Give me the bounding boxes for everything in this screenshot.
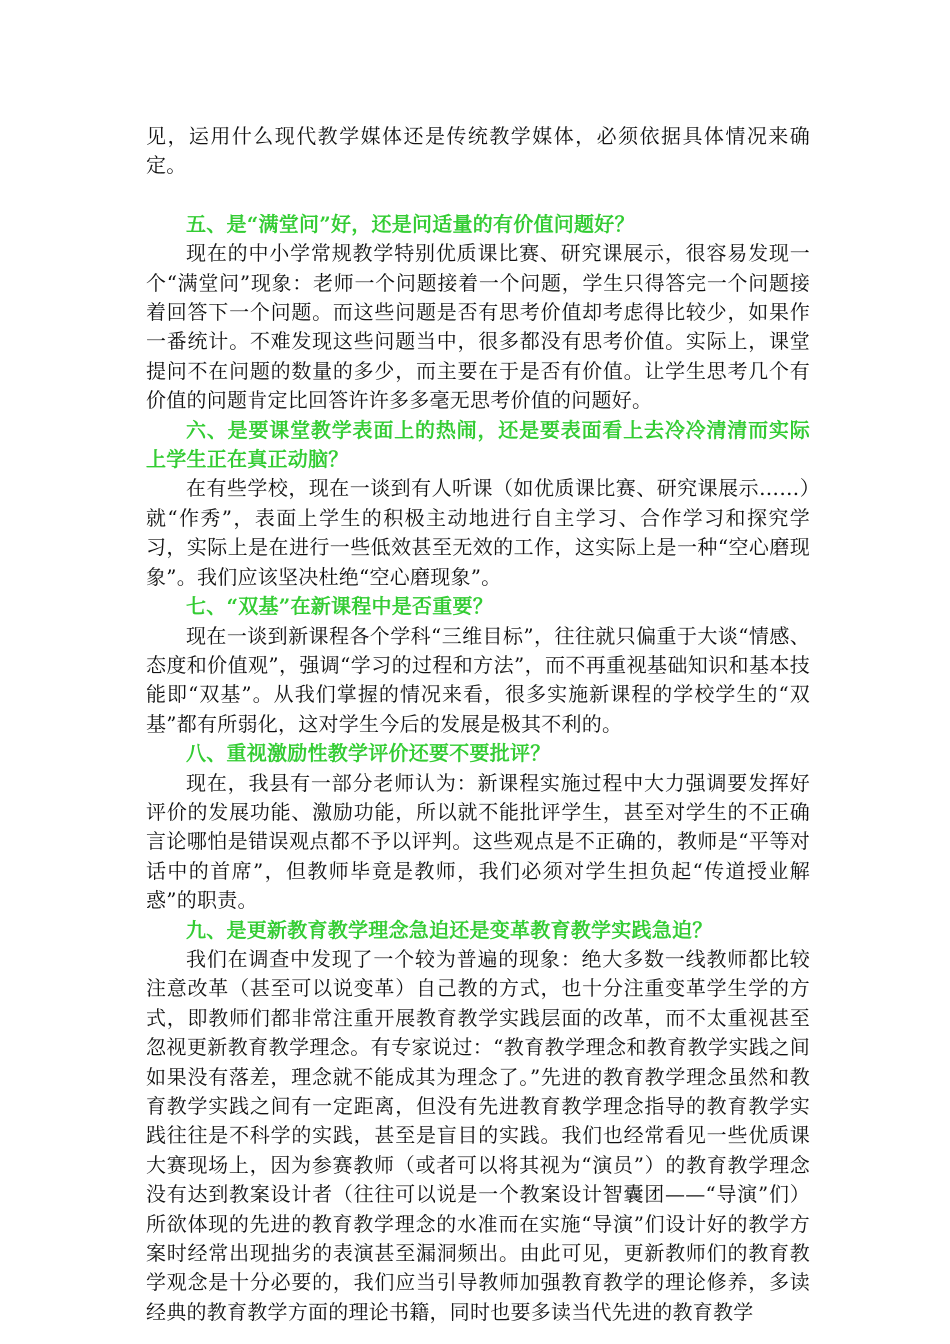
- section-body-8: 现在，我县有一部分老师认为：新课程实施过程中大力强调要发挥好评价的发展功能、激励功能，所以就不能批评学生，甚至对学生的不正确言论哪怕是错误观点都不予以评判。这些观点是不正确的，教师是“平等对话中的首席”，但教师毕竟是教师，我们必须对学生担负起“传道授业解惑”的职责。: [146, 770, 810, 913]
- section-body-9: 我们在调查中发现了一个较为普遍的现象：绝大多数一线教师都比较注意改革（甚至可以说变革）自己教的方式，也十分注重变革学生学的方式，即教师们都非常注重开展教育教学实践层面的改革，而不太重视甚至忽视更新教育教学理念。有专家说过：“教育教学理念和教育教学实践之间如果没有落差，理念就不能成其为理念了。”先进的教育教学理念虽然和教育教学实践之间有一定距离，但没有先进教育教学理念指导的教育教学实践往往是不科学的实践，甚至是盲目的实践。我们也经常看见一些优质课大赛现场上，因为参赛教师（或者可以将其视为“演员”）的教育教学理念没有达到教案设计者（往往可以说是一个教案设计智囊团——“导演”们）所欲体现的先进的教育教学理念的水准而在实施“导演”们设计好的教学方案时经常出现拙劣的表演甚至漏洞频出。由此可见，更新教师们的教育教学观念是十分必要的，我们应当引导教师加强教育教学的理论修养，多读经典的教育教学方面的理论书籍，同时也要多读当代先进的教育教学: [146, 946, 810, 1324]
- section-heading-5: 五、是“满堂问”好，还是问适量的有价值问题好？: [186, 211, 635, 236]
- section-heading-7: 七、“双基”在新课程中是否重要？: [186, 594, 494, 619]
- section-heading-6: 六、是要课堂教学表面上的热闹，还是要表面看上去冷冷清清而实际上学生正在真正动脑？: [146, 417, 810, 472]
- section-heading-9: 九、是更新教育教学理念急迫还是变革教育教学实践急迫？: [186, 917, 713, 942]
- section-body-5: 现在的中小学常规教学特别优质课比赛、研究课展示，很容易发现一个“满堂问”现象：老师一个问题接着一个问题，学生只得答完一个问题接着回答下一个问题。而这些问题是否有思考价值却考虑得比较少，如果作一番统计。不难发现这些问题当中，很多都没有思考价值。实际上，课堂提问不在问题的数量的多少，而主要在于是否有价值。让学生思考几个有价值的问题肯定比回答许许多多毫无思考价值的问题好。: [146, 241, 810, 413]
- section-heading-8: 八、重视激励性教学评价还要不要批评？: [186, 741, 551, 766]
- document-page: [146, 122, 810, 1327]
- paragraph-gap: [146, 181, 810, 210]
- section-body-6: 在有些学校，现在一谈到有人听课（如优质课比赛、研究课展示……）就“作秀”，表面上学生的积极主动地进行自主学习、合作学习和探究学习，实际上是在进行一些低效甚至无效的工作，这实际上是一种“空心磨现象”。我们应该坚决杜绝“空心磨现象”。: [146, 476, 810, 589]
- intro-paragraph: 见，运用什么现代教学媒体还是传统教学媒体，必须依据具体情况来确定。: [146, 124, 810, 178]
- section-body-7: 现在一谈到新课程各个学科“三维目标”，往往就只偏重于大谈“情感、态度和价值观”，强调“学习的过程和方法”，而不再重视基础知识和基本技能即“双基”。从我们掌握的情况来看，很多实施新课程的学校学生的“双基”都有所弱化，这对学生今后的发展是极其不利的。: [146, 623, 810, 736]
